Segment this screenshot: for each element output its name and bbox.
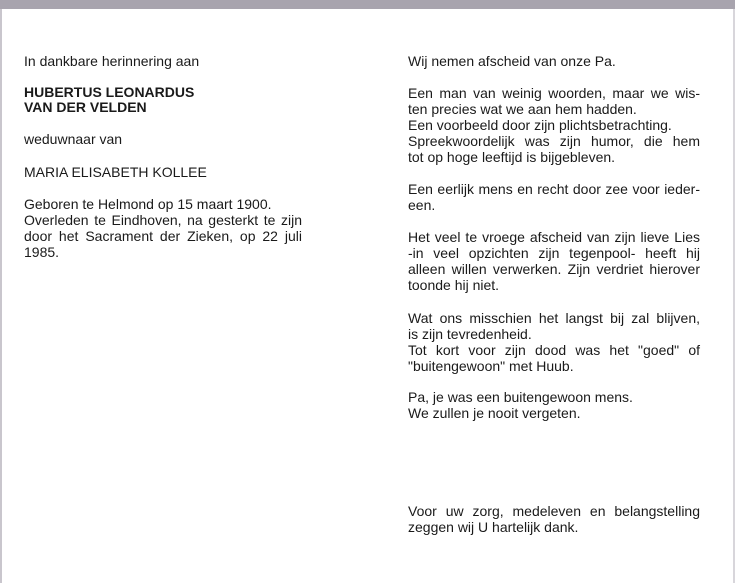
text-line: Spreekwoordelijk was zijn humor, die hem: [408, 133, 700, 149]
left-frame-edge: [0, 9, 2, 583]
text-line: alleen willen verwerken. Zijn verdriet hierover: [408, 261, 700, 277]
text-line: Een man van weinig woorden, maar we wis-: [408, 85, 700, 101]
death-line: Overleden te Eindhoven, na gesterkt te zijn: [24, 212, 302, 228]
top-frame-bar: [0, 0, 735, 9]
text-line: Tot kort voor zijn dood was het "goed" of: [408, 342, 700, 358]
text-line: Het veel te vroege afscheid van zijn lieve Lies: [408, 229, 700, 245]
text-line: "buitengewoon" met Huub.: [408, 358, 574, 374]
text-line: -in veel opzichten zijn tegenpool- heeft hij: [408, 245, 700, 261]
spouse-name: MARIA ELISABETH KOLLEE: [24, 164, 207, 180]
deceased-name-line2: VAN DER VELDEN: [24, 99, 147, 115]
text-line: toonde hij niet.: [408, 277, 500, 293]
text-line: tot op hoge leeftijd is bijgebleven.: [408, 149, 616, 165]
text-line: Wat ons misschien het langst bij zal blijven,: [408, 310, 700, 326]
text-line: is zijn tevredenheid.: [408, 326, 532, 342]
intro-text: In dankbare herinnering aan: [24, 53, 200, 69]
birth-death-paragraph: [24, 196, 302, 260]
text-line: We zullen je nooit vergeten.: [408, 405, 581, 421]
birth-line: Geboren te Helmond op 15 maart 1900.: [24, 196, 272, 212]
text-line: een.: [408, 197, 436, 213]
text-line: Een voorbeeld door zijn plichtsbetrachting.: [408, 117, 672, 133]
death-line: door het Sacrament der Zieken, op 22 juli: [24, 228, 302, 244]
paragraph-farewell-lies: [408, 229, 700, 293]
text-line: zeggen wij U hartelijk dank.: [408, 519, 579, 535]
farewell-line: Wij nemen afscheid van onze Pa.: [408, 53, 616, 69]
paragraph-thanks: [408, 503, 700, 535]
paragraph-contentment: [408, 310, 700, 374]
deceased-name-line1: HUBERTUS LEONARDUS: [24, 84, 195, 100]
text-line: ten precies wat we aan hem hadden.: [408, 101, 637, 117]
paragraph-remembrance: [408, 389, 700, 421]
text-line: Pa, je was een buitengewoon mens.: [408, 389, 633, 405]
text-line: Een eerlijk mens en recht door zee voor ieder-: [408, 181, 700, 197]
widower-of-text: weduwnaar van: [24, 131, 123, 147]
paragraph-character: [408, 85, 700, 165]
paragraph-honesty: [408, 181, 700, 213]
death-line: 1985.: [24, 244, 60, 260]
text-line: Voor uw zorg, medeleven en belangstelling: [408, 503, 700, 519]
